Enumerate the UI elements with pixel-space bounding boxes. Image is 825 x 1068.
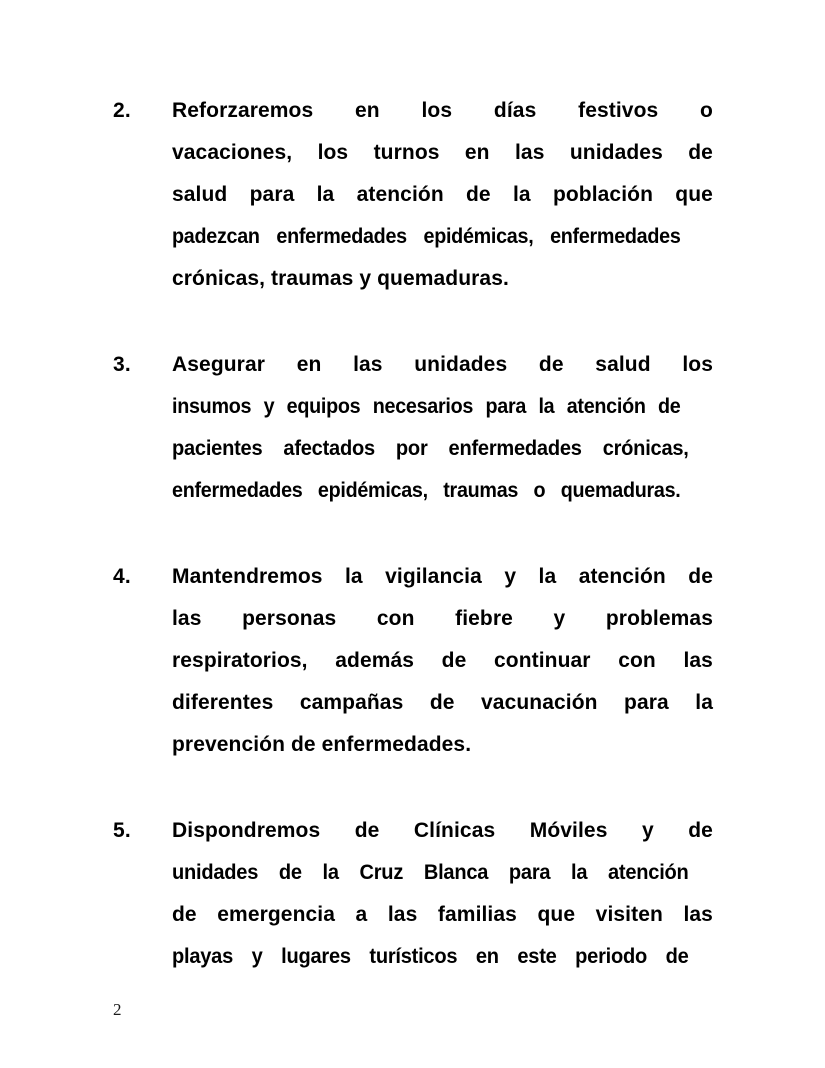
text-word: afectados [283,437,375,460]
text-word: de [538,353,564,376]
text-word: las [683,903,713,926]
text-line [172,682,713,724]
text-line [172,598,713,640]
text-word: equipos [286,395,361,418]
text-word: que [675,183,713,206]
text-word: continuar [494,649,591,672]
text-line [172,936,689,978]
text-word: familias [437,903,517,926]
text-word: crónicas, [602,437,689,460]
text-word: atención [566,395,646,418]
text-word: unidades [569,141,663,164]
text-word: y [251,945,263,968]
text-line [172,640,713,682]
text-word: periodo [575,945,648,968]
text-word: salud [172,183,228,206]
text-word: en [475,945,499,968]
text-word: festivos [578,99,659,122]
text-word: diferentes [172,691,274,714]
text-word: y [263,395,275,418]
text-word: Dispondremos [172,819,321,842]
text-word: de [441,649,467,672]
text-word: con [376,607,415,630]
text-word: la [538,565,557,588]
text-word: vacunación [481,691,598,714]
text-line [172,428,689,470]
text-word: la [316,183,335,206]
text-word: las [353,353,383,376]
text-word: de [429,691,455,714]
text-word: la [512,183,531,206]
list-item [113,556,713,766]
text-word: Mantendremos [172,565,323,588]
text-word: unidades [172,861,259,884]
list-item-number: 5. [113,819,131,842]
text-word: además [335,649,415,672]
text-word: en [296,353,322,376]
page-number: 2 [113,1000,122,1019]
text-word: Blanca [423,861,489,884]
text-word: de [278,861,302,884]
text-word: las [683,649,713,672]
text-word: o [700,99,713,122]
text-line [172,216,681,258]
text-line [172,556,713,598]
list-item-text [172,810,713,978]
list-item [113,90,713,300]
text-word: vacaciones, [172,141,293,164]
text-word: la [345,565,363,588]
list-item-text [172,556,713,766]
document-body [113,90,713,978]
text-word: insumos [172,395,252,418]
text-word: salud [595,353,651,376]
text-word: Reforzaremos [172,99,314,122]
text-word: lugares [281,945,351,968]
text-word: campañas [299,691,404,714]
text-word: y [504,565,517,588]
text-word: en [355,99,380,122]
text-word: que [537,903,576,926]
text-word: Móviles [529,819,608,842]
text-word: personas [242,607,337,630]
text-word: de [688,565,713,588]
text-word: días [493,99,537,122]
text-word: de [354,819,380,842]
text-word: unidades [414,353,508,376]
text-line: crónicas, traumas y quemaduras. [172,267,509,290]
text-word: para [508,861,551,884]
text-line: prevención de enfermedades. [172,733,472,756]
text-word: de [688,141,713,164]
text-word: traumas [443,479,519,502]
text-word: y [553,607,566,630]
text-word: las [387,903,418,926]
text-word: población [552,183,654,206]
list-item [113,344,713,512]
text-word: la [571,861,588,884]
text-word: atención [578,565,666,588]
list-item-number: 2. [113,99,131,122]
text-word: por [395,437,428,460]
text-line [172,470,681,512]
text-word: de [172,903,197,926]
text-word: en [464,141,490,164]
text-line [172,174,713,216]
text-line [172,852,689,894]
text-word: de [688,819,713,842]
text-word: Clínicas [413,819,496,842]
text-word: Asegurar [172,353,266,376]
text-word: visiten [595,903,663,926]
text-word: para [624,691,669,714]
text-word: este [517,945,557,968]
list-item-number: 4. [113,565,131,588]
text-word: atención [356,183,444,206]
text-line [172,132,713,174]
text-word: enfermedades [550,225,681,248]
text-line [172,894,713,936]
text-word: fiebre [455,607,513,630]
text-word: a [355,903,368,926]
text-word: la [322,861,339,884]
text-line [172,90,713,132]
text-word: quemaduras. [560,479,681,502]
text-word: enfermedades [276,225,407,248]
text-word: los [317,141,349,164]
text-word: para [485,395,527,418]
text-word: con [618,649,656,672]
text-word: la [695,691,713,714]
text-word: o [533,479,546,502]
list-item-text [172,90,713,300]
text-line [172,344,713,386]
text-word: las [172,607,202,630]
text-word: emergencia [217,903,335,926]
text-word: vigilancia [385,565,482,588]
text-word: atención [608,861,689,884]
text-word: necesarios [372,395,474,418]
text-word: enfermedades [448,437,582,460]
text-word: Cruz [359,861,404,884]
text-word: respiratorios, [172,649,308,672]
list-item-text [172,344,713,512]
text-line [172,386,681,428]
text-line [172,810,713,852]
text-word: las [515,141,545,164]
text-word: y [641,819,654,842]
text-word: epidémicas, [317,479,428,502]
text-word: para [249,183,295,206]
text-word: los [421,99,453,122]
text-word: de [658,395,681,418]
text-word: turísticos [369,945,458,968]
text-word: pacientes [172,437,263,460]
text-word: playas [172,945,234,968]
text-word: de [466,183,491,206]
text-word: los [682,353,713,376]
text-word: de [665,945,689,968]
text-word: epidémicas, [423,225,534,248]
text-word: la [538,395,555,418]
list-item-number: 3. [113,353,131,376]
text-word: turnos [373,141,440,164]
text-word: problemas [605,607,713,630]
text-word: enfermedades [172,479,303,502]
list-item [113,810,713,978]
text-word: padezcan [172,225,260,248]
